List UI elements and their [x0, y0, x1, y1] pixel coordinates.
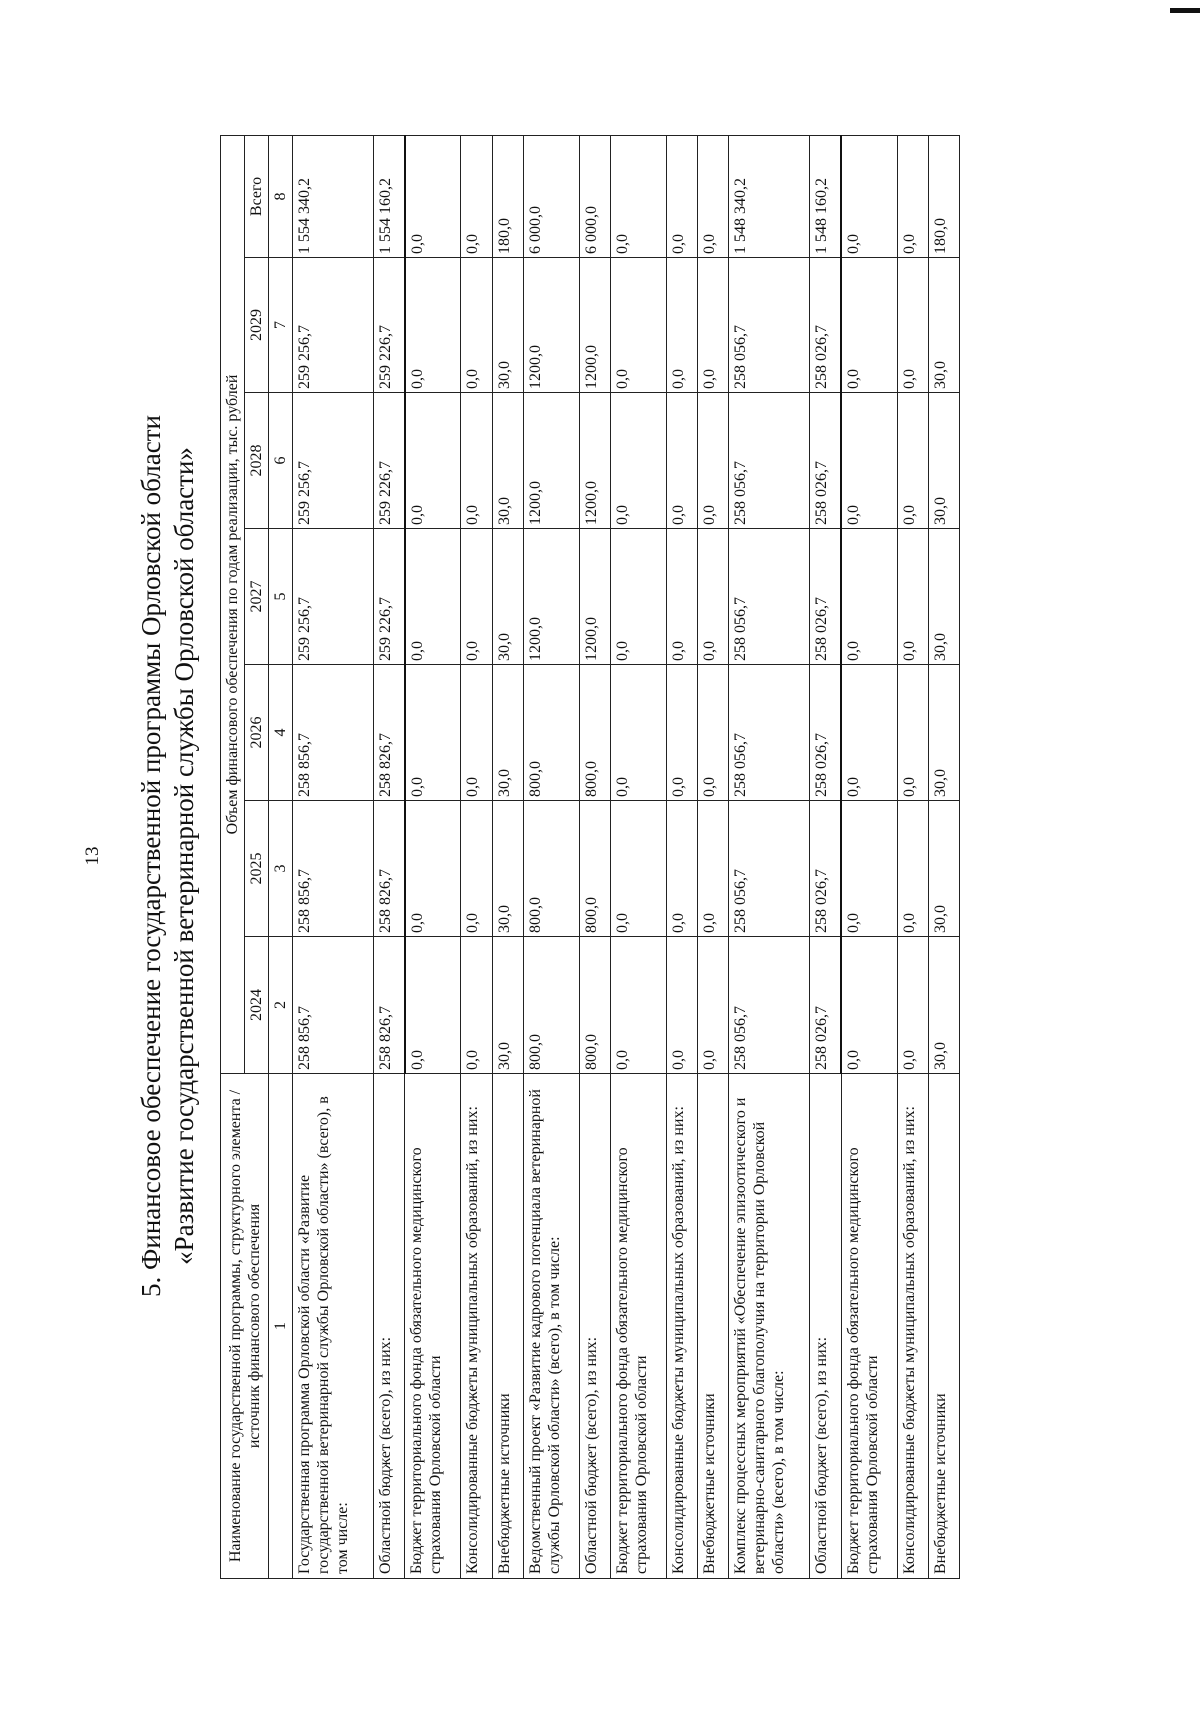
table-row	[729, 135, 810, 1578]
row-value: 30,0	[492, 393, 523, 529]
row-name: Областной бюджет (всего), из них:	[809, 1074, 841, 1579]
table-row	[897, 135, 928, 1578]
row-value: 30,0	[492, 937, 523, 1074]
row-value: 30,0	[928, 801, 959, 937]
row-value: 0,0	[897, 801, 928, 937]
table-row	[928, 135, 959, 1578]
row-value: 0,0	[610, 393, 666, 529]
row-value: 0,0	[610, 801, 666, 937]
row-value: 258 056,7	[729, 393, 810, 529]
row-name: Ведомственный проект «Развитие кадрового потенциала ветеринарной службы Орловской области» (всего), в том числе:	[523, 1074, 579, 1579]
row-value: 0,0	[461, 801, 492, 937]
row-value: 30,0	[492, 529, 523, 665]
row-value: 259 256,7	[293, 393, 374, 529]
row-value: 258 026,7	[809, 665, 841, 801]
row-name: Бюджет территориального фонда обязательного медицинского страхования Орловской области	[841, 1074, 897, 1579]
row-value: 0,0	[841, 393, 897, 529]
row-value: 258 026,7	[809, 258, 841, 393]
row-value: 258 826,7	[373, 937, 405, 1074]
row-value: 258 056,7	[729, 937, 810, 1074]
column-number: 4	[269, 665, 293, 801]
row-value: 259 226,7	[373, 529, 405, 665]
row-total: 1 554 340,2	[293, 135, 374, 257]
row-name: Государственная программа Орловской области «Развитие государственной ветеринарной службы Орловской области» (всего), в том числе:	[293, 1074, 374, 1579]
row-value: 800,0	[579, 665, 610, 801]
row-value: 0,0	[841, 665, 897, 801]
row-total: 180,0	[492, 135, 523, 257]
row-value: 258 056,7	[729, 529, 810, 665]
row-value: 30,0	[928, 529, 959, 665]
row-name: Областной бюджет (всего), из них:	[579, 1074, 610, 1579]
row-value: 30,0	[492, 801, 523, 937]
row-value: 0,0	[697, 258, 728, 393]
row-total: 180,0	[928, 135, 959, 257]
row-value: 0,0	[610, 937, 666, 1074]
table-row	[666, 135, 697, 1578]
row-value: 258 056,7	[729, 665, 810, 801]
column-number: 1	[269, 1074, 293, 1579]
row-name: Областной бюджет (всего), из них:	[373, 1074, 405, 1579]
row-value: 258 056,7	[729, 258, 810, 393]
row-value: 800,0	[523, 665, 579, 801]
row-value: 0,0	[461, 529, 492, 665]
row-value: 258 856,7	[293, 801, 374, 937]
title-line-2: «Развитие государственной ветеринарной службы Орловской области»	[169, 447, 199, 1265]
row-total: 0,0	[897, 135, 928, 257]
row-value: 30,0	[928, 393, 959, 529]
row-value: 0,0	[610, 529, 666, 665]
header-row-numbers	[269, 135, 293, 1578]
row-name: Внебюджетные источники	[697, 1074, 728, 1579]
row-value: 0,0	[610, 665, 666, 801]
table-row	[697, 135, 728, 1578]
row-value: 258 026,7	[809, 937, 841, 1074]
document-title	[135, 0, 201, 1712]
title-line-1: 5. Финансовое обеспечение государственной программы Орловской области	[136, 415, 166, 1297]
row-name: Внебюджетные источники	[928, 1074, 959, 1579]
row-value: 258 826,7	[373, 801, 405, 937]
row-total: 6 000,0	[579, 135, 610, 257]
row-value: 0,0	[405, 665, 461, 801]
column-number: 6	[269, 393, 293, 529]
row-total: 0,0	[841, 135, 897, 257]
row-value: 800,0	[523, 801, 579, 937]
row-value: 30,0	[492, 665, 523, 801]
row-name: Бюджет территориального фонда обязательного медицинского страхования Орловской области	[610, 1074, 666, 1579]
row-value: 1200,0	[523, 529, 579, 665]
table-row	[841, 135, 897, 1578]
row-total: 0,0	[697, 135, 728, 257]
row-value: 259 256,7	[293, 529, 374, 665]
row-value: 0,0	[666, 937, 697, 1074]
row-value: 0,0	[697, 937, 728, 1074]
year-header: 2027	[245, 529, 269, 665]
row-value: 0,0	[405, 801, 461, 937]
row-value: 0,0	[666, 393, 697, 529]
row-value: 0,0	[697, 801, 728, 937]
row-value: 0,0	[461, 393, 492, 529]
row-value: 0,0	[461, 665, 492, 801]
row-name: Консолидированные бюджеты муниципальных образований, из них:	[461, 1074, 492, 1579]
year-header: 2029	[245, 258, 269, 393]
row-total: 0,0	[461, 135, 492, 257]
row-value: 0,0	[666, 529, 697, 665]
financing-table	[220, 135, 960, 1579]
header-row-1	[221, 135, 245, 1578]
row-value: 800,0	[579, 937, 610, 1074]
row-name: Бюджет территориального фонда обязательного медицинского страхования Орловской области	[405, 1074, 461, 1579]
year-header: 2028	[245, 393, 269, 529]
row-value: 0,0	[666, 258, 697, 393]
page-number: 13	[82, 846, 103, 866]
row-value: 30,0	[928, 937, 959, 1074]
row-value: 258 026,7	[809, 393, 841, 529]
row-total: 1 548 340,2	[729, 135, 810, 257]
row-value: 0,0	[405, 937, 461, 1074]
row-value: 258 026,7	[809, 801, 841, 937]
column-number: 5	[269, 529, 293, 665]
row-value: 0,0	[841, 529, 897, 665]
column-number: 3	[269, 801, 293, 937]
table-row	[809, 135, 841, 1578]
row-total: 1 548 160,2	[809, 135, 841, 257]
table-row	[579, 135, 610, 1578]
row-value: 258 056,7	[729, 801, 810, 937]
row-value: 0,0	[697, 665, 728, 801]
row-value: 0,0	[666, 665, 697, 801]
row-value: 1200,0	[579, 393, 610, 529]
row-value: 0,0	[697, 529, 728, 665]
row-total: 0,0	[610, 135, 666, 257]
row-total: 1 554 160,2	[373, 135, 405, 257]
row-value: 0,0	[897, 665, 928, 801]
table-row	[373, 135, 405, 1578]
row-value: 1200,0	[579, 529, 610, 665]
row-total: 6 000,0	[523, 135, 579, 257]
column-number: 8	[269, 135, 293, 257]
table-row	[405, 135, 461, 1578]
row-value: 0,0	[841, 258, 897, 393]
row-value: 1200,0	[523, 393, 579, 529]
row-value: 0,0	[405, 393, 461, 529]
row-value: 258 856,7	[293, 665, 374, 801]
row-value: 0,0	[897, 393, 928, 529]
year-header: 2025	[245, 801, 269, 937]
header-name: Наименование государственной программы, структурного элемента / источник финансового обеспечения	[221, 1074, 269, 1579]
row-value: 0,0	[841, 801, 897, 937]
row-value: 259 256,7	[293, 258, 374, 393]
row-value: 0,0	[405, 529, 461, 665]
row-value: 30,0	[928, 258, 959, 393]
year-header: 2024	[245, 937, 269, 1074]
row-value: 1200,0	[579, 258, 610, 393]
row-value: 0,0	[897, 937, 928, 1074]
row-value: 259 226,7	[373, 393, 405, 529]
row-value: 800,0	[523, 937, 579, 1074]
row-value: 258 026,7	[809, 529, 841, 665]
year-header: 2026	[245, 665, 269, 801]
row-value: 800,0	[579, 801, 610, 937]
row-value: 1200,0	[523, 258, 579, 393]
table-row	[461, 135, 492, 1578]
row-name: Внебюджетные источники	[492, 1074, 523, 1579]
row-value: 0,0	[461, 258, 492, 393]
row-total: 0,0	[666, 135, 697, 257]
row-value: 0,0	[666, 801, 697, 937]
header-volume: Объем финансового обеспечения по годам реализации, тыс. рублей	[221, 135, 245, 1073]
table-row	[492, 135, 523, 1578]
row-value: 0,0	[610, 258, 666, 393]
row-value: 258 856,7	[293, 937, 374, 1074]
row-value: 30,0	[928, 665, 959, 801]
row-value: 259 226,7	[373, 258, 405, 393]
row-name: Комплекс процессных мероприятий «Обеспечение эпизоотического и ветеринарно-санитарного благополучия на территории Орловской области» (всего), в том числе:	[729, 1074, 810, 1579]
row-value: 0,0	[697, 393, 728, 529]
row-value: 30,0	[492, 258, 523, 393]
table-row	[293, 135, 374, 1578]
row-name: Консолидированные бюджеты муниципальных образований, из них:	[666, 1074, 697, 1579]
row-value: 0,0	[841, 937, 897, 1074]
row-value: 258 826,7	[373, 665, 405, 801]
column-number: 2	[269, 937, 293, 1074]
table-row	[523, 135, 579, 1578]
row-value: 0,0	[897, 529, 928, 665]
column-number: 7	[269, 258, 293, 393]
row-name: Консолидированные бюджеты муниципальных образований, из них:	[897, 1074, 928, 1579]
total-header: Всего	[245, 135, 269, 257]
row-value: 0,0	[897, 258, 928, 393]
row-total: 0,0	[405, 135, 461, 257]
table-row	[610, 135, 666, 1578]
row-value: 0,0	[461, 937, 492, 1074]
row-value: 0,0	[405, 258, 461, 393]
